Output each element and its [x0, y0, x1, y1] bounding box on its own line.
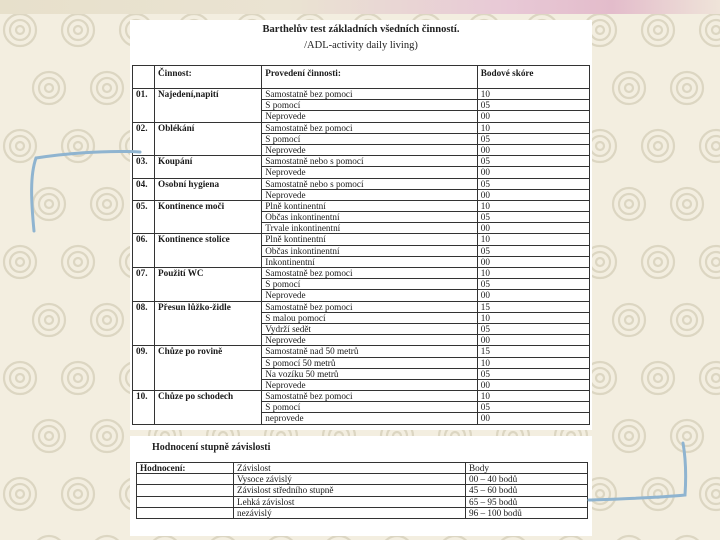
top-decorative-band	[0, 0, 720, 14]
swirl-ring	[677, 78, 697, 98]
swirl-ring	[45, 84, 53, 92]
left-blue-bracket	[22, 145, 142, 235]
score-value: 05	[477, 402, 589, 413]
table-row	[133, 391, 590, 402]
score-value: 05	[477, 100, 589, 111]
swirl-ring	[4, 14, 36, 46]
evaluation-empty-cell	[137, 496, 234, 507]
swirl-ring	[625, 432, 633, 440]
swirl-ring	[642, 362, 674, 394]
table-row	[133, 156, 590, 167]
dependency-points: 65 – 95 bodů	[466, 496, 588, 507]
activity-performance: Plně kontinentní	[262, 200, 477, 211]
activity-performance: S pomocí 50 metrů	[262, 357, 477, 368]
swirl-ring	[654, 258, 662, 266]
activity-performance: Neprovede	[262, 379, 477, 390]
category-number: 03.	[133, 156, 155, 178]
swirl-ring	[4, 478, 36, 510]
category-number: 10.	[133, 391, 155, 425]
evaluation-header-points: Body	[466, 463, 588, 474]
evaluation-empty-cell	[137, 474, 234, 485]
swirl-ring	[74, 26, 82, 34]
activity-performance: Neprovede	[262, 290, 477, 301]
swirl-ring	[625, 84, 633, 92]
swirl-ring	[10, 484, 30, 504]
evaluation-row	[137, 507, 588, 518]
activity-performance: Občas inkontinentní	[262, 212, 477, 223]
dependency-level: Lehká závislost	[234, 496, 466, 507]
swirl-ring	[91, 72, 123, 104]
swirl-ring	[68, 368, 88, 388]
swirl-ring	[671, 188, 703, 220]
score-value: 00	[477, 111, 589, 122]
table-row	[133, 89, 590, 100]
swirl-ring	[74, 490, 82, 498]
activity-performance: Samostatně bez pomoci	[262, 122, 477, 133]
swirl-ring	[68, 20, 88, 40]
swirl-ring	[439, 536, 471, 540]
score-value: 10	[477, 312, 589, 323]
score-value: 05	[477, 245, 589, 256]
activity-performance: S pomocí	[262, 279, 477, 290]
category-number: 02.	[133, 122, 155, 156]
category-name: Oblékání	[155, 122, 262, 156]
evaluation-empty-cell	[137, 485, 234, 496]
swirl-ring	[39, 310, 59, 330]
score-value: 05	[477, 212, 589, 223]
dependency-points: 96 – 100 bodů	[466, 507, 588, 518]
activity-performance: Inkontinentní	[262, 256, 477, 267]
dependency-level: Závislost středního stupně	[234, 485, 466, 496]
swirl-ring	[62, 478, 94, 510]
swirl-ring	[613, 72, 645, 104]
swirl-ring	[39, 426, 59, 446]
dependency-level: Vysoce závislý	[234, 474, 466, 485]
activity-performance: Samostatně nad 50 metrů	[262, 346, 477, 357]
swirl-ring	[97, 426, 117, 446]
swirl-ring	[648, 368, 668, 388]
activity-performance: Neprovede	[262, 335, 477, 346]
activity-performance: Plně kontinentní	[262, 234, 477, 245]
swirl-ring	[619, 78, 639, 98]
swirl-ring	[103, 316, 111, 324]
score-value: 10	[477, 89, 589, 100]
swirl-ring	[625, 316, 633, 324]
swirl-ring	[613, 304, 645, 336]
score-value: 00	[477, 256, 589, 267]
swirl-ring	[590, 252, 610, 272]
swirl-ring	[642, 14, 674, 46]
activity-performance: Samostatně bez pomoci	[262, 268, 477, 279]
swirl-ring	[555, 536, 587, 540]
swirl-ring	[712, 142, 720, 150]
swirl-ring	[323, 536, 355, 540]
category-name: Kontinence moči	[155, 200, 262, 234]
score-value: 05	[477, 178, 589, 189]
category-name: Najedení,napití	[155, 89, 262, 123]
score-value: 05	[477, 133, 589, 144]
category-name: Osobní hygiena	[155, 178, 262, 200]
swirl-ring	[62, 14, 94, 46]
swirl-ring	[642, 130, 674, 162]
activity-performance: Samostatně bez pomoci	[262, 391, 477, 402]
swirl-ring	[16, 258, 24, 266]
swirl-ring	[16, 26, 24, 34]
swirl-ring	[45, 432, 53, 440]
dependency-points: 45 – 60 bodů	[466, 485, 588, 496]
activity-performance: Neprovede	[262, 189, 477, 200]
score-value: 15	[477, 346, 589, 357]
swirl-ring	[654, 26, 662, 34]
category-number: 06.	[133, 234, 155, 268]
score-value: 10	[477, 122, 589, 133]
swirl-ring	[33, 304, 65, 336]
swirl-ring	[683, 200, 691, 208]
score-value: 00	[477, 167, 589, 178]
score-value: 10	[477, 357, 589, 368]
swirl-ring	[103, 432, 111, 440]
swirl-ring	[33, 536, 65, 540]
swirl-ring	[596, 258, 604, 266]
activity-performance: Trvale inkontinentní	[262, 223, 477, 234]
activity-performance: S pomocí	[262, 402, 477, 413]
swirl-ring	[91, 304, 123, 336]
activity-performance: Občas inkontinentní	[262, 245, 477, 256]
swirl-ring	[683, 84, 691, 92]
header-number	[133, 66, 155, 89]
swirl-ring	[596, 142, 604, 150]
right-blue-bracket	[585, 440, 695, 505]
score-value: 10	[477, 200, 589, 211]
activity-performance: Samostatně bez pomoci	[262, 301, 477, 312]
swirl-ring	[381, 536, 413, 540]
barthel-document	[130, 20, 592, 430]
swirl-ring	[642, 246, 674, 278]
swirl-ring	[10, 20, 30, 40]
swirl-ring	[97, 310, 117, 330]
swirl-ring	[654, 142, 662, 150]
swirl-ring	[10, 368, 30, 388]
evaluation-row	[137, 474, 588, 485]
swirl-ring	[700, 362, 720, 394]
category-number: 08.	[133, 301, 155, 346]
swirl-ring	[619, 310, 639, 330]
score-value: 00	[477, 189, 589, 200]
activity-performance: Samostatně nebo s pomocí	[262, 156, 477, 167]
swirl-ring	[677, 194, 697, 214]
category-number: 01.	[133, 89, 155, 123]
swirl-ring	[39, 78, 59, 98]
swirl-ring	[700, 130, 720, 162]
swirl-ring	[596, 374, 604, 382]
score-value: 05	[477, 156, 589, 167]
swirl-ring	[683, 432, 691, 440]
table-row	[133, 234, 590, 245]
swirl-ring	[68, 252, 88, 272]
category-number: 07.	[133, 268, 155, 302]
swirl-ring	[16, 490, 24, 498]
activity-performance: S pomocí	[262, 133, 477, 144]
category-number: 04.	[133, 178, 155, 200]
evaluation-empty-cell	[137, 507, 234, 518]
evaluation-row	[137, 496, 588, 507]
swirl-ring	[700, 478, 720, 510]
swirl-ring	[596, 26, 604, 34]
score-value: 00	[477, 144, 589, 155]
evaluation-title: Hodnocení stupně závislosti	[152, 442, 271, 453]
score-value: 00	[477, 379, 589, 390]
swirl-ring	[103, 84, 111, 92]
table-row	[133, 200, 590, 211]
swirl-ring	[33, 420, 65, 452]
swirl-ring	[700, 246, 720, 278]
score-value: 00	[477, 335, 589, 346]
score-value: 05	[477, 368, 589, 379]
activity-performance: Neprovede	[262, 111, 477, 122]
category-name: Koupání	[155, 156, 262, 178]
document-title: Barthelův test základních všedních činností.	[262, 24, 460, 35]
category-name: Chůze po schodech	[155, 391, 262, 425]
table-row	[133, 346, 590, 357]
swirl-ring	[45, 316, 53, 324]
category-name: Přesun lůžko-židle	[155, 301, 262, 346]
swirl-ring	[613, 188, 645, 220]
swirl-ring	[91, 536, 123, 540]
activity-performance: S pomocí	[262, 100, 477, 111]
document-subtitle: /ADL-activity daily living)	[304, 40, 418, 51]
swirl-ring	[62, 362, 94, 394]
swirl-ring	[712, 490, 720, 498]
evaluation-label: Hodnocení:	[137, 463, 234, 474]
swirl-ring	[91, 420, 123, 452]
adl-table	[132, 65, 590, 425]
swirl-ring	[265, 536, 297, 540]
evaluation-document	[130, 436, 592, 536]
swirl-ring	[613, 536, 645, 540]
table-row	[133, 178, 590, 189]
header-performance: Provedení činnosti:	[262, 66, 477, 89]
swirl-ring	[590, 136, 610, 156]
swirl-ring	[74, 258, 82, 266]
activity-performance: S malou pomocí	[262, 312, 477, 323]
score-value: 00	[477, 290, 589, 301]
header-score: Bodové skóre	[477, 66, 589, 89]
swirl-ring	[677, 310, 697, 330]
category-name: Chůze po rovině	[155, 346, 262, 391]
swirl-ring	[625, 200, 633, 208]
swirl-ring	[207, 536, 239, 540]
score-value: 10	[477, 391, 589, 402]
header-activity: Činnost:	[155, 66, 262, 89]
activity-performance: Samostatně bez pomoci	[262, 89, 477, 100]
activity-performance: Vydrží sedět	[262, 323, 477, 334]
table-row	[133, 122, 590, 133]
swirl-ring	[619, 194, 639, 214]
swirl-ring	[4, 246, 36, 278]
category-number: 05.	[133, 200, 155, 234]
swirl-ring	[712, 258, 720, 266]
evaluation-header-row	[137, 463, 588, 474]
score-value: 10	[477, 234, 589, 245]
swirl-ring	[590, 20, 610, 40]
swirl-ring	[654, 374, 662, 382]
score-value: 10	[477, 268, 589, 279]
score-value: 05	[477, 323, 589, 334]
activity-performance: neprovede	[262, 413, 477, 424]
swirl-ring	[62, 246, 94, 278]
table-row	[133, 301, 590, 312]
swirl-ring	[33, 72, 65, 104]
swirl-ring	[590, 368, 610, 388]
swirl-ring	[671, 536, 703, 540]
swirl-ring	[74, 374, 82, 382]
score-value: 05	[477, 279, 589, 290]
score-value: 00	[477, 413, 589, 424]
category-name: Použití WC	[155, 268, 262, 302]
swirl-ring	[671, 72, 703, 104]
swirl-ring	[149, 536, 181, 540]
swirl-ring	[97, 78, 117, 98]
evaluation-row	[137, 485, 588, 496]
swirl-ring	[16, 374, 24, 382]
swirl-ring	[4, 362, 36, 394]
swirl-ring	[671, 304, 703, 336]
table-row	[133, 268, 590, 279]
swirl-ring	[10, 252, 30, 272]
evaluation-table	[136, 462, 588, 519]
evaluation-header-level: Závislost	[234, 463, 466, 474]
swirl-ring	[648, 252, 668, 272]
activity-performance: Na vozíku 50 metrů	[262, 368, 477, 379]
activity-performance: Neprovede	[262, 144, 477, 155]
swirl-ring	[497, 536, 529, 540]
category-number: 09.	[133, 346, 155, 391]
swirl-ring	[648, 136, 668, 156]
dependency-points: 00 – 40 bodů	[466, 474, 588, 485]
swirl-ring	[712, 374, 720, 382]
score-value: 00	[477, 223, 589, 234]
dependency-level: nezávislý	[234, 507, 466, 518]
activity-performance: Samostatně nebo s pomocí	[262, 178, 477, 189]
adl-header-row	[133, 66, 590, 89]
swirl-ring	[700, 14, 720, 46]
swirl-ring	[68, 484, 88, 504]
category-name: Kontinence stolice	[155, 234, 262, 268]
activity-performance: Neprovede	[262, 167, 477, 178]
swirl-ring	[683, 316, 691, 324]
swirl-ring	[712, 26, 720, 34]
score-value: 15	[477, 301, 589, 312]
swirl-ring	[648, 20, 668, 40]
